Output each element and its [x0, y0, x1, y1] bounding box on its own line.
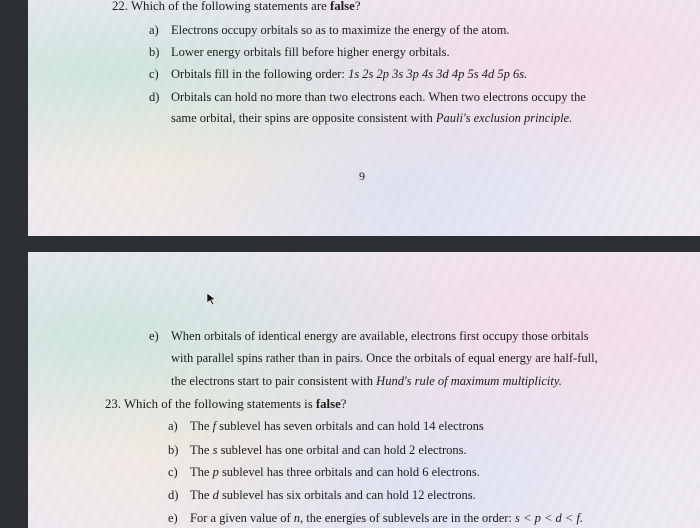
q22-option-c: c) Orbitals fill in the following order: 1s 2s 2p 3s 3p 4s 3d 4p 5s 4d 5p 6s. — [149, 67, 528, 81]
q23-option-b: b) The s sublevel has one orbital and can hold 2 electrons. — [168, 443, 467, 457]
q23-option-a: a) The f sublevel has seven orbitals and can hold 14 electrons — [168, 419, 484, 433]
question-23-title: 23. Which of the following statements is false? — [105, 397, 347, 411]
document-page-top — [28, 0, 700, 236]
q22-option-b: b) Lower energy orbitals fill before higher energy orbitals. — [149, 45, 450, 59]
q23-option-d: d) The d sublevel has six orbitals and can hold 12 electrons. — [168, 488, 476, 502]
question-22-title: 22. Which of the following statements are false? — [112, 0, 361, 13]
q22-option-d-line2: same orbital, their spins are opposite consistent with Pauli's exclusion principle. — [171, 111, 573, 125]
document-page-bottom — [28, 252, 700, 528]
q22-option-a: a) Electrons occupy orbitals so as to maximize the energy of the atom. — [149, 23, 510, 37]
q22-option-e-line3: the electrons start to pair consistent with Hund's rule of maximum multiplicity. — [171, 374, 562, 388]
q22-option-e-line1: e) When orbitals of identical energy are available, electrons first occupy those orbitals — [149, 329, 589, 343]
q22-option-d-line1: d) Orbitals can hold no more than two electrons each. When two electrons occupy the — [149, 90, 586, 104]
q22-option-e-line2: with parallel spins rather than in pairs. Once the orbitals of equal energy are half-full, — [171, 351, 598, 365]
q23-option-c: c) The p sublevel has three orbitals and can hold 6 electrons. — [168, 465, 480, 479]
page-number: 9 — [359, 169, 365, 183]
mouse-pointer-icon — [206, 292, 218, 306]
q23-option-e: e) For a given value of n, the energies of sublevels are in the order: s < p < d < f. — [168, 511, 584, 525]
